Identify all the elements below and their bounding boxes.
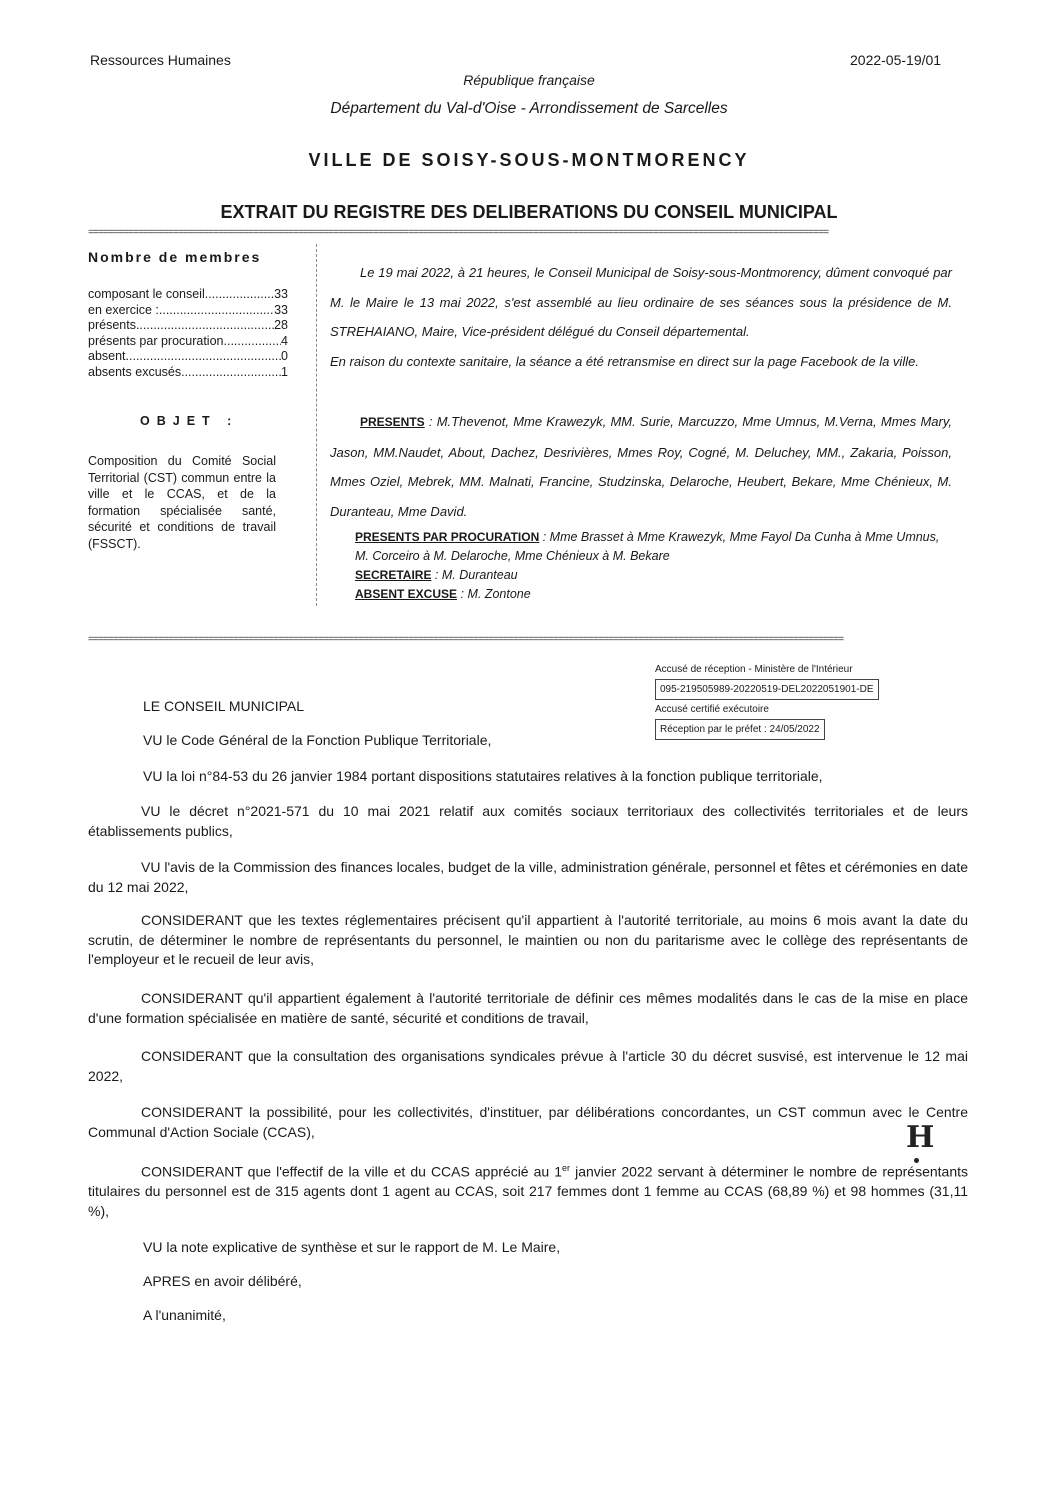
secretaire-label: SECRETAIRE [355,568,432,582]
page-initial-mark: H [906,1120,935,1155]
mark-dot [914,1158,919,1163]
considerant-consultation: CONSIDERANT que la consultation des organisations syndicales prévue à l'article 30 du décret susvisé, est intervenue le 12 mai 2022, [88,1048,968,1084]
objet-title: OBJET : [140,414,239,428]
vu-code: VU le Code Général de la Fonction Publique Territoriale, [143,732,492,748]
member-row: absent ..... 0 [88,349,288,365]
extrait-title: EXTRAIT DU REGISTRE DES DELIBERATIONS DU CONSEIL MUNICIPAL [220,202,838,222]
reference-number: 2022-05-19/01 [850,52,942,68]
service-label: Ressources Humaines [90,52,231,68]
unanimite: A l'unanimité, [143,1307,226,1323]
secretaire-name: : M. Duranteau [431,568,518,582]
reception-prefet: Réception par le préfet : 24/05/2022 [655,719,825,740]
member-row: absents excusés ..... 1 [88,365,288,381]
member-row: composant le conseil ..... 33 [88,287,288,303]
considerant-textes: CONSIDERANT que les textes réglementaires précisent qu'il appartient à l'autorité territoriale, au moins 6 mois avant la date du scrutin, de déterminer le nombre de représentants du personnel, le maintien ou non du paritarisme avec le collège des représentants de l'employeur et le recueil de leur avis, [88,912,968,967]
conseil-heading: LE CONSEIL MUNICIPAL [143,698,305,714]
member-row: présents ..... 28 [88,318,288,334]
accuse-reference: 095-219505989-20220519-DEL2022051901-DE [655,679,879,700]
considerant-autorite: CONSIDERANT qu'il appartient également à l'autorité territoriale de définir ces mêmes modalités dans le cas de la mise en place d'une formation spécialisée en matière de santé, sécurité et conditions de travail, [88,990,968,1026]
seance-intro [330,258,952,376]
absent-label: ABSENT EXCUSE [355,587,458,601]
procuration-block [355,528,955,604]
vu-note: VU la note explicative de synthèse et sur le rapport de M. Le Maire, [143,1239,561,1255]
vu-loi: VU la loi n°84-53 du 26 janvier 1984 portant dispositions statutaires relatives à la fonction publique territoriale, [143,768,823,784]
considerant-effectif: CONSIDERANT que l'effectif de la ville et du CCAS apprécié au 1er janvier 2022 servant à déterminer le nombre de représentants titulaires du personnel est de 315 agents dont 1 agent au CCAS, soit 217 femmes dont 1 femme au CCAS (68,89 %) et 98 hommes (31,11 %), [88,1163,968,1219]
member-row: présents par procuration ..... 4 [88,334,288,350]
objet-text: Composition du Comité Social Territorial (CST) commun entre la ville et le CCAS, et de la formation spécialisée santé, sécurité et conditions de travail (FSSCT). [88,454,276,551]
accuse-reception-stamp [655,660,925,740]
vu-decret: VU le décret n°2021-571 du 10 mai 2021 relatif aux comités sociaux territoriaux des collectivités territoriales et de leurs établissements publics, [88,803,968,839]
presents-list: : M.Thevenot, Mme Krawezyk, MM. Surie, Marcuzzo, Mme Umnus, M.Verna, Mmes Mary, Jason, MM.Naudet, About, Dachez, Desrivières, Mmes Roy, Cogné, M. Deluchey, MM., Zakaria, Poisson, Mmes Oziel, Mebrek, MM. Malnati, Francine, Studzinska, Delaroche, Heubert, Bekare, Mme Chénieux, M. Duranteau, Mme David. [330,414,952,519]
separator-top: ==================================================================================================================================================== [88,229,829,239]
presents-label: PRESENTS [360,415,425,429]
intro-paragraph: Le 19 mai 2022, à 21 heures, le Conseil Municipal de Soisy-sous-Montmorency, dûment convoqué par M. le Maire le 13 mai 2022, s'est assemblé au lieu ordinaire de ses séances sous la présidence de M. STREHAIANO, Maire, Vice-président délégué du Conseil départemental. [330,265,952,339]
separator-middle: ======================================================================================================================================================= [88,636,844,646]
member-row: en exercice : ..... 33 [88,303,288,319]
column-divider [316,244,317,606]
sanitary-paragraph: En raison du contexte sanitaire, la séance a été retransmise en direct sur la page Facebook de la ville. [330,353,919,369]
procuration-label: PRESENTS PAR PROCURATION [355,530,540,544]
apres-delibere: APRES en avoir délibéré, [143,1273,302,1289]
presents-block [330,407,952,526]
considerant-possibilite: CONSIDERANT la possibilité, pour les collectivités, d'instituer, par délibérations concordantes, un CST commun avec le Centre Communal d'Action Sociale (CCAS), [88,1104,968,1140]
vu-commission: VU l'avis de la Commission des finances locales, budget de la ville, administration générale, personnel et fêtes et cérémonies en date du 12 mai 2022, [88,859,968,895]
absent-name: : M. Zontone [457,587,531,601]
republique-line: République française [463,72,595,88]
procuration-list: : Mme Brasset à Mme Krawezyk, Mme Fayol Da Cunha à Mme Umnus, M. Corceiro à M. Delaroche, Mme Chénieux à M. Bekare [355,530,940,563]
members-list [88,287,288,380]
departement-line: Département du Val-d'Oise - Arrondissement de Sarcelles [330,100,728,117]
nombre-membres-title: Nombre de membres [88,249,262,265]
accuse-certifie: Accusé certifié exécutoire [655,704,769,715]
accuse-line: Accusé de réception - Ministère de l'Intérieur [655,664,853,675]
ville-title: VILLE DE SOISY-SOUS-MONTMORENCY [308,150,750,170]
